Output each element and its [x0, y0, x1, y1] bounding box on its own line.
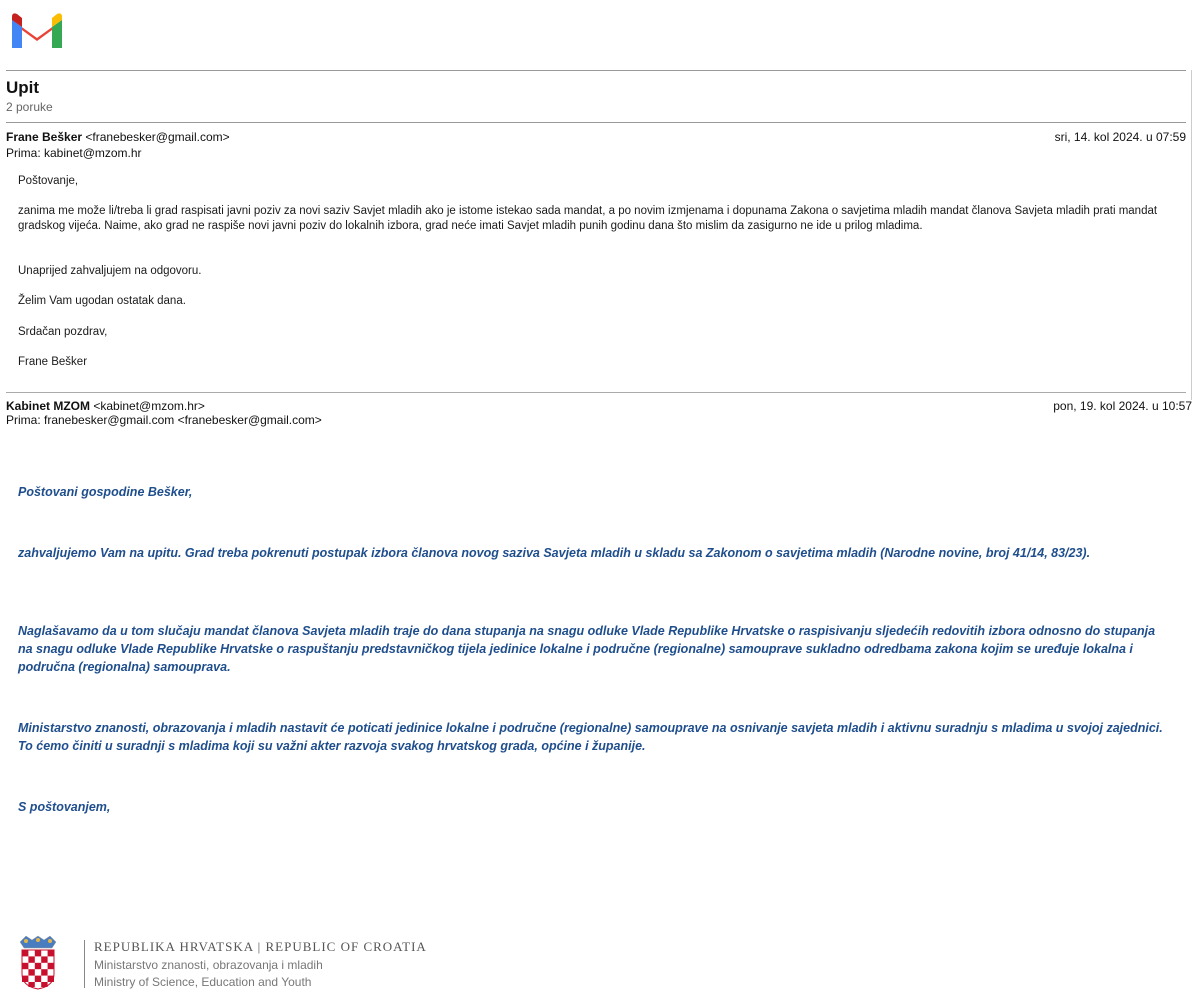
- message-recipient: Prima: kabinet@mzom.hr: [6, 146, 142, 160]
- message-paragraph: zanima me može li/treba li grad raspisati javni poziv za novi saziv Savjet mladih ako je istome istekao sada mandat, a po novim izmjenama i dopunama Zakona o savjetima mladih mandat članova Savjeta mladih prati mandat gradskog vijeća. Naime, ako grad ne raspiše novi javni poziv do lokalnih izbora, grad neće imati Savjet mladih punih godinu dana što mislim da zasigurno ne ide u prilog mladima.: [18, 205, 1158, 232]
- header-divider: [6, 70, 1186, 71]
- sender-name: Kabinet MZOM: [6, 399, 90, 413]
- sender-email: <franebesker@gmail.com>: [85, 130, 230, 144]
- signature-divider: [84, 940, 85, 988]
- message-sender[interactable]: [6, 399, 205, 413]
- sender-email: <kabinet@mzom.hr>: [93, 399, 205, 413]
- gmail-logo-icon: [8, 8, 66, 52]
- message-paragraph: Frane Bešker: [18, 356, 88, 368]
- message-paragraph: Naglašavamo da u tom slučaju mandat članova Savjeta mladih traje do dana stupanja na snagu odluke Vlade Republike Hrvatske o raspisivanju sljedećih redovitih izbora odnosno do stupanja na snagu odluke Vlade Republike Hrvatske o raspuštanju predstavničkog tijela jedinice lokalne i područne (regionalne) samouprave sukladno odredbama zakona kojim se uređuje lokalna i područna (regionalna) samouprava.: [18, 624, 1156, 674]
- message-paragraph: Ministarstvo znanosti, obrazovanja i mladih nastavit će poticati jedinice lokalne i područne (regionalne) samouprave na osnivanje savjeta mladih i aktivnu suradnju s mladima u svojoj zajednici. To ćemo činiti u suradnji s mladima koji su važni akter razvoja svakog hrvatskog grada, općine i županije.: [18, 721, 1163, 753]
- message-date: pon, 19. kol 2024. u 10:57: [1053, 399, 1192, 413]
- sender-name: Frane Bešker: [6, 130, 83, 144]
- thread-message-count: 2 poruke: [6, 100, 53, 114]
- message-sender[interactable]: [6, 130, 230, 144]
- message-paragraph: Unaprijed zahvaljujem na odgovoru.: [18, 265, 202, 277]
- signature-ministry-hr: Ministarstvo znanosti, obrazovanja i mladih: [94, 958, 323, 972]
- message-paragraph: S poštovanjem,: [18, 800, 111, 814]
- croatia-coat-of-arms-icon: [18, 934, 58, 990]
- scroll-edge: [1191, 70, 1192, 400]
- message-date: sri, 14. kol 2024. u 07:59: [1054, 130, 1186, 144]
- message-paragraph: Poštovani gospodine Bešker,: [18, 485, 193, 499]
- signature-country: REPUBLIKA HRVATSKA | REPUBLIC OF CROATIA: [94, 939, 427, 954]
- message-paragraph: Poštovanje,: [18, 175, 79, 187]
- ministry-signature: [18, 932, 478, 992]
- thread-divider: [6, 122, 1186, 123]
- message-divider: [6, 392, 1186, 393]
- signature-ministry-en: Ministry of Science, Education and Youth: [94, 975, 312, 989]
- message-paragraph: Želim Vam ugodan ostatak dana.: [18, 295, 186, 307]
- message-paragraph: Srdačan pozdrav,: [18, 326, 108, 338]
- message-recipient: Prima: franebesker@gmail.com <franebesker@gmail.com>: [6, 413, 322, 427]
- thread-subject: Upit: [6, 78, 40, 97]
- message-paragraph: zahvaljujemo Vam na upitu. Grad treba pokrenuti postupak izbora članova novog saziva Savjeta mladih u skladu sa Zakonom o savjetima mladih (Narodne novine, broj 41/14, 83/23).: [18, 546, 1091, 560]
